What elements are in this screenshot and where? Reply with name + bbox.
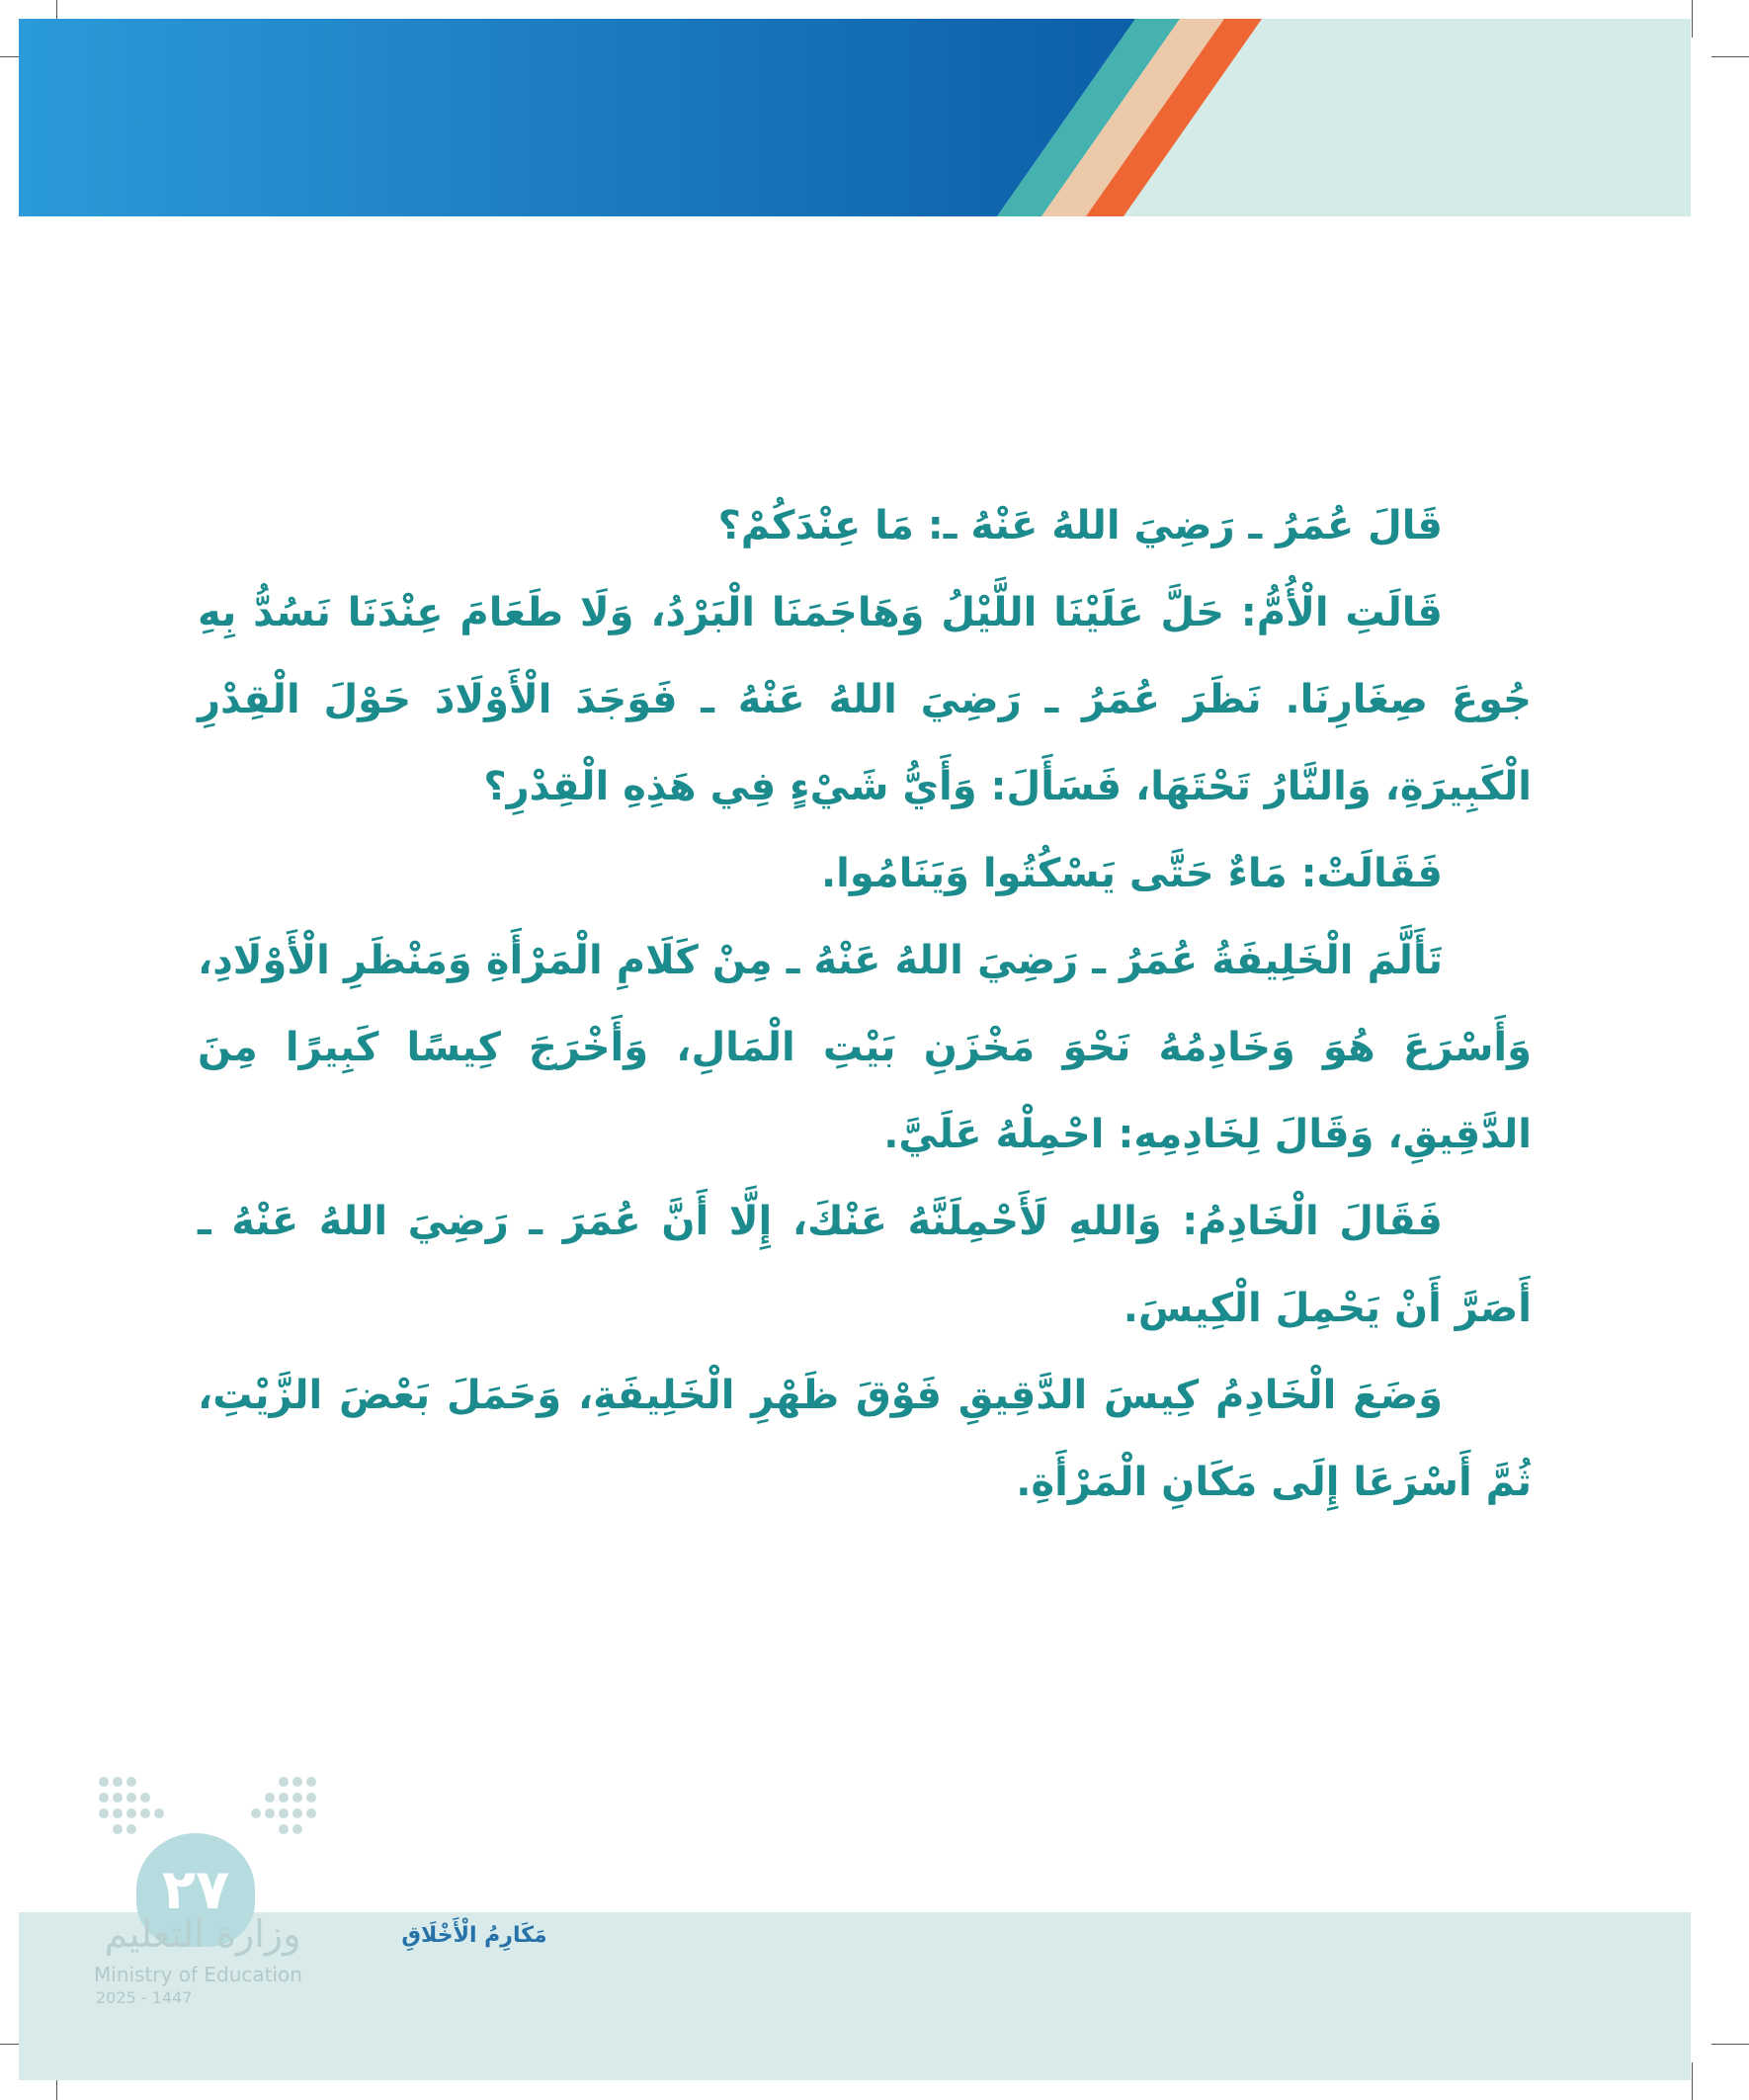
ministry-name-english: Ministry of Education: [94, 1963, 302, 1986]
crop-mark: [1711, 56, 1749, 57]
story-paragraph: تَأَلَّمَ الْخَلِيفَةُ عُمَرُ ـ رَضِيَ اللهُ عَنْهُ ـ مِنْ كَلَامِ الْمَرْأَةِ وَمَنْظَرِ الْأَوْلَادِ، وَأَسْرَعَ هُوَ وَخَادِمُهُ نَحْوَ مَخْزَنِ بَيْتِ الْمَالِ، وَأَخْرَجَ كِيسًا كَبِيرًا مِنَ الدَّقِيقِ، وَقَالَ لِخَادِمِهِ: احْمِلْهُ عَلَيَّ.: [198, 938, 1532, 1157]
story-paragraph: فَقَالَتْ: مَاءٌ حَتَّى يَسْكُتُوا وَيَنَامُوا.: [820, 851, 1443, 896]
crop-mark: [1692, 0, 1693, 38]
story-paragraph: قَالَتِ الْأُمُّ: حَلَّ عَلَيْنَا اللَّيْلُ وَهَاجَمَنَا الْبَرْدُ، وَلَا طَعَامَ عِنْدَنَا نَسُدُّ بِهِ جُوعَ صِغَارِنَا. نَظَرَ عُمَرُ ـ رَضِيَ اللهُ عَنْهُ ـ فَوَجَدَ الْأَوْلَادَ حَوْلَ الْقِدْرِ الْكَبِيرَةِ، وَالنَّارُ تَحْتَهَا، فَسَأَلَ: وَأَيُّ شَيْءٍ فِي هَذِهِ الْقِدْرِ؟: [198, 590, 1532, 809]
story-paragraph: وَضَعَ الْخَادِمُ كِيسَ الدَّقِيقِ فَوْقَ ظَهْرِ الْخَلِيفَةِ، وَحَمَلَ بَعْضَ الزَّيْتِ، ثُمَّ أَسْرَعَا إِلَى مَكَانِ الْمَرْأَةِ.: [198, 1373, 1532, 1505]
story-paragraph: فَقَالَ الْخَادِمُ: وَاللهِ لَأَحْمِلَنَّهُ عَنْكَ، إِلَّا أَنَّ عُمَرَ ـ رَضِيَ اللهُ عَنْهُ ـ أَصَرَّ أَنْ يَحْمِلَ الْكِيسَ.: [198, 1199, 1532, 1331]
crop-mark: [1711, 2044, 1749, 2045]
story-text: [198, 482, 1532, 1526]
story-paragraph: قَالَ عُمَرُ ـ رَضِيَ اللهُ عَنْهُ ـ: مَا عِنْدَكُمْ؟: [717, 503, 1443, 548]
crop-mark: [1692, 2062, 1693, 2100]
book-title: مَكَارِمُ الْأَخْلَاقِ: [401, 1923, 547, 1948]
ministry-name-arabic: وزارة التعليم: [104, 1912, 301, 1956]
ministry-year: 2025 - 1447: [96, 1988, 193, 2007]
page-number-badge: ٢٧: [136, 1833, 255, 1947]
header-banner: [19, 19, 1691, 216]
